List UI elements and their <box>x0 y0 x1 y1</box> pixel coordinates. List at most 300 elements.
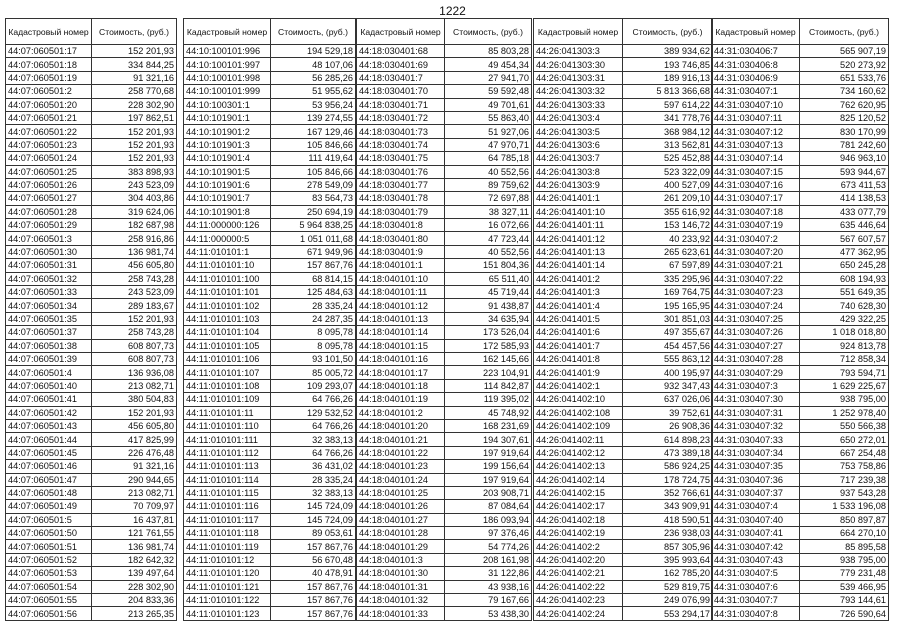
cost-cell: 497 355,67 <box>623 326 713 339</box>
table-row <box>184 500 356 513</box>
cost-cell: 313 562,81 <box>623 138 713 151</box>
cadastral-number-cell: 44:07:060501:5 <box>6 513 92 526</box>
cadastral-number-cell: 44:07:060501:55 <box>6 594 92 607</box>
table-row <box>6 192 177 205</box>
table-header-row <box>712 19 889 45</box>
cost-cell: 109 293,07 <box>271 379 356 392</box>
cost-cell: 226 476,48 <box>92 446 177 459</box>
cadastral-number-cell: 44:18:030401:74 <box>357 138 445 151</box>
cadastral-number-cell: 44:07:060501:28 <box>6 205 92 218</box>
cost-cell: 47 970,71 <box>445 138 532 151</box>
cadastral-number-cell: 44:26:041402:15 <box>534 486 623 499</box>
cadastral-number-cell: 44:18:040101:19 <box>357 393 445 406</box>
cost-cell: 39 752,61 <box>623 406 713 419</box>
table-row <box>534 352 713 365</box>
table-row <box>357 138 532 151</box>
table-row <box>184 192 356 205</box>
table-row <box>184 473 356 486</box>
table-row <box>357 205 532 218</box>
cost-cell: 213 082,71 <box>92 486 177 499</box>
cost-cell: 157 867,76 <box>271 594 356 607</box>
cost-cell: 213 265,35 <box>92 607 177 620</box>
cost-cell: 87 084,64 <box>445 500 532 513</box>
header-cadastral-number: Кадастровый номер <box>357 19 445 45</box>
cadastral-number-cell: 44:07:060501:3 <box>6 232 92 245</box>
table-row <box>712 71 889 84</box>
cost-cell: 249 076,99 <box>623 594 713 607</box>
cost-cell: 152 201,93 <box>92 152 177 165</box>
cadastral-number-cell: 44:07:060501:52 <box>6 553 92 566</box>
cost-cell: 352 766,61 <box>623 486 713 499</box>
table-row <box>184 299 356 312</box>
table-row <box>534 366 713 379</box>
cadastral-number-cell: 44:26:041402:17 <box>534 500 623 513</box>
cost-cell: 334 844,25 <box>92 58 177 71</box>
table-row <box>357 433 532 446</box>
cost-cell: 47 723,44 <box>445 232 532 245</box>
cadastral-number-cell: 44:11:010101:112 <box>184 446 271 459</box>
cadastral-number-cell: 44:18:040101:3 <box>357 553 445 566</box>
table-row <box>357 406 532 419</box>
cost-cell: 67 597,89 <box>623 259 713 272</box>
cadastral-number-cell: 44:11:010101:119 <box>184 540 271 553</box>
cadastral-number-cell: 44:18:040101:29 <box>357 540 445 553</box>
cost-cell: 523 322,09 <box>623 165 713 178</box>
table-row <box>534 286 713 299</box>
cost-cell: 850 897,87 <box>800 513 889 526</box>
table-row <box>534 607 713 620</box>
cost-cell: 40 233,92 <box>623 232 713 245</box>
cadastral-number-cell: 44:18:030401:69 <box>357 58 445 71</box>
table-row <box>6 152 177 165</box>
cadastral-number-cell: 44:11:010101:102 <box>184 299 271 312</box>
table-row <box>357 607 532 620</box>
cost-cell: 26 908,36 <box>623 419 713 432</box>
table-row <box>712 567 889 580</box>
cadastral-number-cell: 44:07:060501:24 <box>6 152 92 165</box>
cost-cell: 91 321,16 <box>92 460 177 473</box>
cost-cell: 258 916,86 <box>92 232 177 245</box>
cadastral-number-cell: 44:11:010101:115 <box>184 486 271 499</box>
cadastral-number-cell: 44:11:010101:118 <box>184 527 271 540</box>
cost-cell: 197 919,64 <box>445 473 532 486</box>
cadastral-number-cell: 44:18:040101:17 <box>357 366 445 379</box>
cadastral-number-cell: 44:26:041303:6 <box>534 138 623 151</box>
cadastral-number-cell: 44:26:041401:8 <box>534 352 623 365</box>
cadastral-number-cell: 44:26:041303:31 <box>534 71 623 84</box>
table-row <box>6 352 177 365</box>
table-row <box>712 379 889 392</box>
cost-cell: 779 231,48 <box>800 567 889 580</box>
table-row <box>712 500 889 513</box>
table-row <box>357 125 532 138</box>
table-row <box>534 205 713 218</box>
table-row <box>712 607 889 620</box>
cadastral-number-cell: 44:11:010101:122 <box>184 594 271 607</box>
cost-cell: 173 526,04 <box>445 326 532 339</box>
table-row <box>184 152 356 165</box>
cadastral-table-2 <box>183 18 356 621</box>
cadastral-number-cell: 44:11:010101:103 <box>184 312 271 325</box>
table-row <box>357 111 532 124</box>
table-row <box>534 178 713 191</box>
cost-cell: 740 628,30 <box>800 299 889 312</box>
table-row <box>6 486 177 499</box>
table-row <box>712 205 889 218</box>
table-row <box>712 446 889 459</box>
cost-cell: 946 963,10 <box>800 152 889 165</box>
cost-cell: 65 511,40 <box>445 272 532 285</box>
table-row <box>712 111 889 124</box>
cost-cell: 395 993,64 <box>623 553 713 566</box>
cadastral-number-cell: 44:26:041401:6 <box>534 326 623 339</box>
table-row <box>6 580 177 593</box>
table-row <box>712 272 889 285</box>
cadastral-number-cell: 44:31:030407:22 <box>712 272 800 285</box>
cadastral-number-cell: 44:07:060501:27 <box>6 192 92 205</box>
cost-cell: 1 051 011,68 <box>271 232 356 245</box>
table-row <box>712 245 889 258</box>
cadastral-number-cell: 44:18:030401:9 <box>357 245 445 258</box>
table-row <box>184 594 356 607</box>
table-row <box>6 299 177 312</box>
cadastral-number-cell: 44:07:060501:4 <box>6 366 92 379</box>
table-row <box>357 232 532 245</box>
cadastral-number-cell: 44:11:010101:108 <box>184 379 271 392</box>
cost-cell: 53 956,24 <box>271 98 356 111</box>
cost-cell: 162 785,20 <box>623 567 713 580</box>
cost-cell: 152 201,93 <box>92 138 177 151</box>
table-row <box>184 85 356 98</box>
cost-cell: 64 785,18 <box>445 152 532 165</box>
cadastral-number-cell: 44:18:040101:14 <box>357 326 445 339</box>
cost-cell: 83 564,73 <box>271 192 356 205</box>
cost-cell: 383 898,93 <box>92 165 177 178</box>
cost-cell: 45 748,92 <box>445 406 532 419</box>
table-row <box>534 138 713 151</box>
table-row <box>534 419 713 432</box>
cost-cell: 565 907,19 <box>800 45 889 58</box>
table-row <box>6 607 177 620</box>
cadastral-number-cell: 44:18:040101:11 <box>357 286 445 299</box>
cost-cell: 539 466,95 <box>800 580 889 593</box>
cadastral-number-cell: 44:26:041401:1 <box>534 192 623 205</box>
cadastral-number-cell: 44:31:030407:17 <box>712 192 800 205</box>
cadastral-number-cell: 44:07:060501:48 <box>6 486 92 499</box>
table-row <box>357 312 532 325</box>
cost-cell: 417 825,99 <box>92 433 177 446</box>
table-row <box>534 540 713 553</box>
table-row <box>184 178 356 191</box>
cost-cell: 182 642,32 <box>92 553 177 566</box>
table-row <box>712 473 889 486</box>
cadastral-number-cell: 44:10:100101:996 <box>184 45 271 58</box>
cost-cell: 139 274,55 <box>271 111 356 124</box>
cost-cell: 203 908,71 <box>445 486 532 499</box>
cost-cell: 70 709,97 <box>92 500 177 513</box>
cadastral-number-cell: 44:11:010101:113 <box>184 460 271 473</box>
cost-cell: 178 724,75 <box>623 473 713 486</box>
table-row <box>712 580 889 593</box>
table-row <box>534 85 713 98</box>
cost-cell: 139 497,64 <box>92 567 177 580</box>
table-row <box>6 553 177 566</box>
table-row <box>534 567 713 580</box>
table-row <box>712 165 889 178</box>
table-row <box>712 433 889 446</box>
table-row <box>184 460 356 473</box>
cost-cell: 454 457,56 <box>623 339 713 352</box>
table-row <box>534 259 713 272</box>
cadastral-number-cell: 44:18:040101:18 <box>357 379 445 392</box>
table-row <box>6 393 177 406</box>
table-row <box>184 98 356 111</box>
cadastral-number-cell: 44:26:041402:2 <box>534 540 623 553</box>
cadastral-number-cell: 44:26:041401:14 <box>534 259 623 272</box>
cost-cell: 111 419,64 <box>271 152 356 165</box>
cost-cell: 51 927,06 <box>445 125 532 138</box>
cadastral-number-cell: 44:26:041402:11 <box>534 433 623 446</box>
table-row <box>6 433 177 446</box>
cost-cell: 228 302,90 <box>92 580 177 593</box>
cost-cell: 520 273,92 <box>800 58 889 71</box>
table-row <box>184 567 356 580</box>
cost-cell: 157 867,76 <box>271 540 356 553</box>
cadastral-number-cell: 44:18:030401:77 <box>357 178 445 191</box>
table-row <box>6 500 177 513</box>
table-row <box>184 607 356 620</box>
cost-cell: 54 774,26 <box>445 540 532 553</box>
table-row <box>712 527 889 540</box>
cost-cell: 414 138,53 <box>800 192 889 205</box>
cadastral-number-cell: 44:31:030407:23 <box>712 286 800 299</box>
table-row <box>534 272 713 285</box>
cadastral-number-cell: 44:18:040101:31 <box>357 580 445 593</box>
table-row <box>184 232 356 245</box>
cadastral-number-cell: 44:07:060501:40 <box>6 379 92 392</box>
table-row <box>6 513 177 526</box>
table-row <box>184 580 356 593</box>
cadastral-number-cell: 44:18:040101:10 <box>357 272 445 285</box>
table-row <box>184 419 356 432</box>
cost-cell: 193 746,85 <box>623 58 713 71</box>
table-row <box>712 553 889 566</box>
cost-cell: 136 981,74 <box>92 540 177 553</box>
table-row <box>357 178 532 191</box>
table-row <box>6 125 177 138</box>
cadastral-number-cell: 44:11:010101:1 <box>184 245 271 258</box>
cost-cell: 167 129,46 <box>271 125 356 138</box>
cost-cell: 85 005,72 <box>271 366 356 379</box>
cost-cell: 673 411,53 <box>800 178 889 191</box>
cadastral-number-cell: 44:26:041402:21 <box>534 567 623 580</box>
table-row <box>534 98 713 111</box>
table-header-row <box>6 19 177 45</box>
cadastral-number-cell: 44:31:030407:28 <box>712 352 800 365</box>
table-row <box>6 45 177 58</box>
cadastral-number-cell: 44:31:030407:10 <box>712 98 800 111</box>
cost-cell: 27 941,70 <box>445 71 532 84</box>
header-cadastral-number: Кадастровый номер <box>534 19 623 45</box>
cost-cell: 368 984,12 <box>623 125 713 138</box>
table-row <box>712 232 889 245</box>
cadastral-number-cell: 44:18:040101:26 <box>357 500 445 513</box>
cadastral-number-cell: 44:11:010101:109 <box>184 393 271 406</box>
cost-cell: 400 527,09 <box>623 178 713 191</box>
cadastral-number-cell: 44:11:010101:106 <box>184 352 271 365</box>
cadastral-number-cell: 44:07:060501:53 <box>6 567 92 580</box>
cadastral-number-cell: 44:18:030401:72 <box>357 111 445 124</box>
cost-cell: 64 766,26 <box>271 419 356 432</box>
cadastral-number-cell: 44:26:041303:7 <box>534 152 623 165</box>
cost-cell: 932 347,43 <box>623 379 713 392</box>
cadastral-number-cell: 44:11:010101:100 <box>184 272 271 285</box>
table-row <box>6 58 177 71</box>
cadastral-number-cell: 44:07:060501:37 <box>6 326 92 339</box>
cost-cell: 1 629 225,67 <box>800 379 889 392</box>
cadastral-number-cell: 44:26:041402:23 <box>534 594 623 607</box>
cost-cell: 608 194,93 <box>800 272 889 285</box>
cadastral-number-cell: 44:31:030407:35 <box>712 460 800 473</box>
cadastral-number-cell: 44:11:010101:116 <box>184 500 271 513</box>
cadastral-number-cell: 44:18:030401:76 <box>357 165 445 178</box>
cadastral-number-cell: 44:18:040101:15 <box>357 339 445 352</box>
cadastral-number-cell: 44:18:030401:7 <box>357 71 445 84</box>
cadastral-number-cell: 44:18:030401:71 <box>357 98 445 111</box>
cadastral-number-cell: 44:31:030407:14 <box>712 152 800 165</box>
cadastral-number-cell: 44:07:060501:18 <box>6 58 92 71</box>
cadastral-number-cell: 44:11:010101:114 <box>184 473 271 486</box>
table-row <box>357 500 532 513</box>
cost-cell: 24 287,35 <box>271 312 356 325</box>
cadastral-number-cell: 44:10:101901:4 <box>184 152 271 165</box>
cost-cell: 258 743,28 <box>92 326 177 339</box>
table-row <box>6 245 177 258</box>
table-row <box>357 580 532 593</box>
table-row <box>6 272 177 285</box>
cost-cell: 136 936,08 <box>92 366 177 379</box>
cost-cell: 49 454,34 <box>445 58 532 71</box>
table-row <box>534 486 713 499</box>
cadastral-number-cell: 44:07:060501:47 <box>6 473 92 486</box>
cost-cell: 186 093,94 <box>445 513 532 526</box>
cadastral-table-3 <box>356 18 532 621</box>
cost-cell: 857 305,96 <box>623 540 713 553</box>
cost-cell: 64 766,26 <box>271 446 356 459</box>
cost-cell: 182 687,98 <box>92 219 177 232</box>
table-row <box>6 71 177 84</box>
cost-cell: 89 759,62 <box>445 178 532 191</box>
cadastral-number-cell: 44:31:030407:19 <box>712 219 800 232</box>
cost-cell: 89 053,61 <box>271 527 356 540</box>
cadastral-number-cell: 44:31:030407:1 <box>712 85 800 98</box>
cadastral-number-cell: 44:26:041402:24 <box>534 607 623 620</box>
cost-cell: 608 807,73 <box>92 339 177 352</box>
cost-cell: 91 321,16 <box>92 71 177 84</box>
cost-cell: 152 201,93 <box>92 45 177 58</box>
cadastral-number-cell: 44:18:040101:25 <box>357 486 445 499</box>
table-row <box>712 219 889 232</box>
cadastral-number-cell: 44:07:060501:56 <box>6 607 92 620</box>
cadastral-number-cell: 44:31:030407:3 <box>712 379 800 392</box>
table-row <box>184 527 356 540</box>
table-row <box>184 446 356 459</box>
cadastral-number-cell: 44:10:101901:5 <box>184 165 271 178</box>
cadastral-number-cell: 44:26:041402:14 <box>534 473 623 486</box>
cadastral-number-cell: 44:18:040101:22 <box>357 446 445 459</box>
table-row <box>534 111 713 124</box>
table-row <box>534 165 713 178</box>
cost-cell: 608 807,73 <box>92 352 177 365</box>
cadastral-number-cell: 44:26:041401:3 <box>534 286 623 299</box>
cadastral-number-cell: 44:31:030407:29 <box>712 366 800 379</box>
table-row <box>6 259 177 272</box>
cadastral-number-cell: 44:31:030407:25 <box>712 312 800 325</box>
cadastral-number-cell: 44:31:030407:11 <box>712 111 800 124</box>
cost-cell: 145 724,09 <box>271 513 356 526</box>
cadastral-number-cell: 44:18:040101:12 <box>357 299 445 312</box>
cost-cell: 753 758,86 <box>800 460 889 473</box>
cadastral-number-cell: 44:10:101901:8 <box>184 205 271 218</box>
cost-cell: 938 795,00 <box>800 553 889 566</box>
header-cadastral-number: Кадастровый номер <box>6 19 92 45</box>
table-row <box>184 352 356 365</box>
cost-cell: 614 898,23 <box>623 433 713 446</box>
cost-cell: 335 295,96 <box>623 272 713 285</box>
cost-cell: 258 743,28 <box>92 272 177 285</box>
cadastral-number-cell: 44:18:040101:32 <box>357 594 445 607</box>
cadastral-number-cell: 44:11:010101:11 <box>184 406 271 419</box>
table-row <box>184 58 356 71</box>
cost-cell: 418 590,51 <box>623 513 713 526</box>
cadastral-number-cell: 44:07:060501:38 <box>6 339 92 352</box>
cost-cell: 278 549,09 <box>271 178 356 191</box>
cadastral-number-cell: 44:31:030407:5 <box>712 567 800 580</box>
cadastral-number-cell: 44:10:101901:1 <box>184 111 271 124</box>
cadastral-number-cell: 44:26:041402:13 <box>534 460 623 473</box>
table-row <box>712 486 889 499</box>
cost-cell: 119 395,02 <box>445 393 532 406</box>
table-row <box>534 500 713 513</box>
cost-cell: 125 484,63 <box>271 286 356 299</box>
cost-cell: 34 635,94 <box>445 312 532 325</box>
cadastral-number-cell: 44:26:041402:22 <box>534 580 623 593</box>
table-row <box>184 433 356 446</box>
cost-cell: 28 335,24 <box>271 473 356 486</box>
table-row <box>6 379 177 392</box>
cost-cell: 355 616,92 <box>623 205 713 218</box>
table-row <box>6 178 177 191</box>
cost-cell: 243 523,09 <box>92 286 177 299</box>
cost-cell: 635 446,64 <box>800 219 889 232</box>
cost-cell: 64 766,26 <box>271 393 356 406</box>
cost-cell: 195 165,95 <box>623 299 713 312</box>
table-row <box>534 219 713 232</box>
table-row <box>6 138 177 151</box>
table-row <box>184 366 356 379</box>
cadastral-number-cell: 44:18:040101:24 <box>357 473 445 486</box>
cadastral-number-cell: 44:31:030407:18 <box>712 205 800 218</box>
cost-cell: 529 819,75 <box>623 580 713 593</box>
cost-cell: 301 851,03 <box>623 312 713 325</box>
cadastral-number-cell: 44:11:010101:105 <box>184 339 271 352</box>
cadastral-number-cell: 44:07:060501:43 <box>6 419 92 432</box>
table-row <box>184 71 356 84</box>
table-row <box>184 245 356 258</box>
cost-cell: 456 605,80 <box>92 259 177 272</box>
cadastral-number-cell: 44:07:060501:51 <box>6 540 92 553</box>
cost-cell: 456 605,80 <box>92 419 177 432</box>
